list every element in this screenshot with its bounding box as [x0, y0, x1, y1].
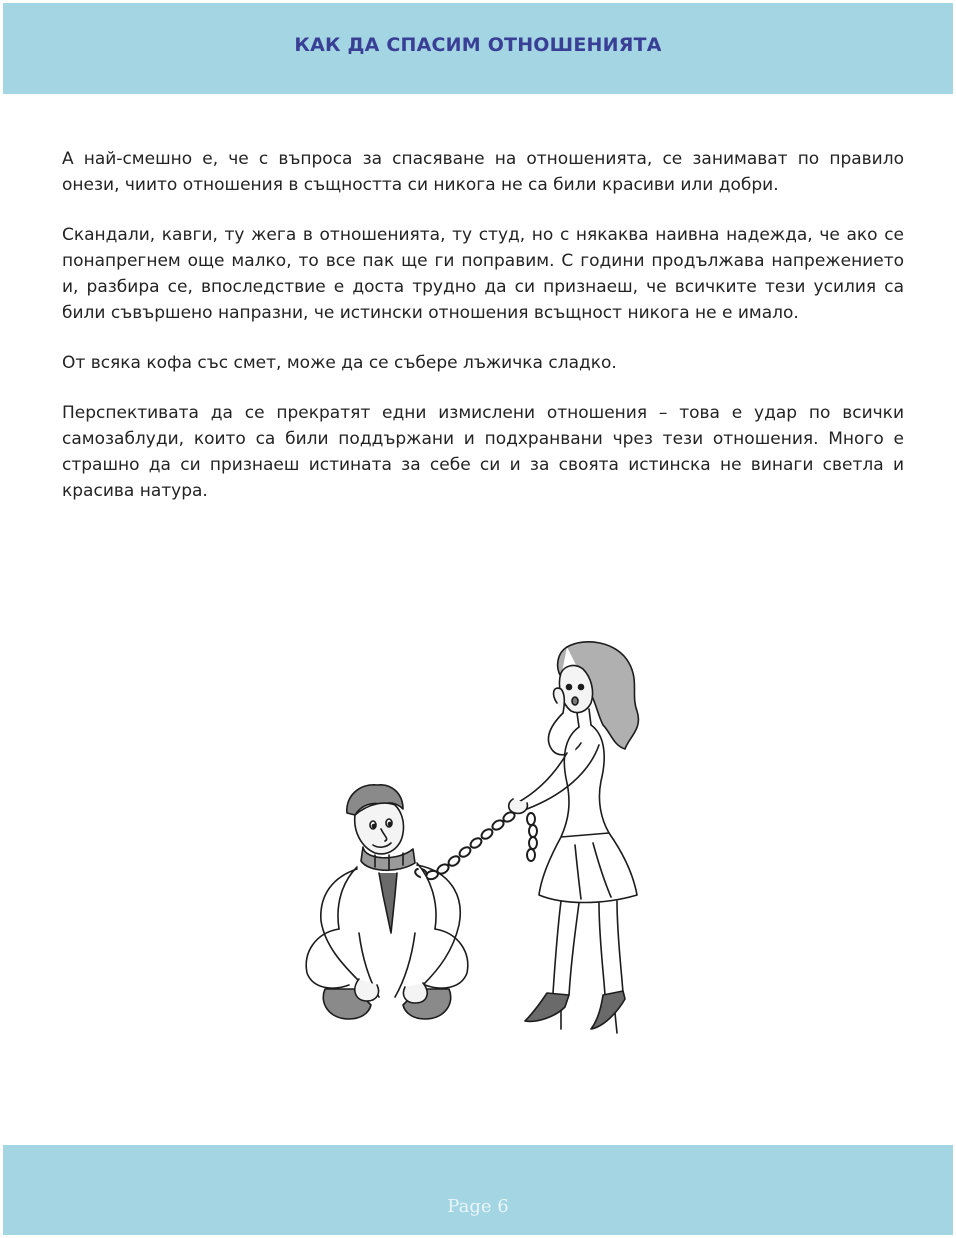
footer-band	[3, 1145, 953, 1235]
body-text	[62, 146, 904, 528]
paragraph-1: А най-смешно е, че с въпроса за спасяване на отношенията, се занимават по правило онези, чиито отношения в същността си никога не са били красиви или добри.	[62, 149, 904, 195]
document-page	[3, 3, 953, 1235]
paragraph-3: От всяка кофа със смет, може да се събере лъжичка сладко.	[62, 353, 617, 373]
paragraph-2: Скандали, кавги, ту жега в отношенията, ту студ, но с някаква наивна надежда, че ако се понапрегнем още малко, то все пак ще ги поправим. С години продължава напрежението и, разбира се, впоследствие е доста трудно да си признаеш, че всичките тези усилия са били съвършено напразни, че истински отношения всъщност никога не е имало.	[62, 225, 904, 323]
page-number: Page 6	[447, 1196, 509, 1217]
header-band	[3, 3, 953, 94]
paragraph-4: Перспективата да се прекратят едни измислени отношения – това е удар по всички самозаблуди, които са били поддържани и подхранвани чрез тези отношения. Много е страшно да си признаеш истината за себе си и за своята истинска не винаги светла и красива натура.	[62, 403, 904, 501]
page-title: КАК ДА СПАСИМ ОТНОШЕНИЯТА	[294, 34, 662, 56]
man-on-chain-woman-illustration	[299, 633, 649, 1043]
